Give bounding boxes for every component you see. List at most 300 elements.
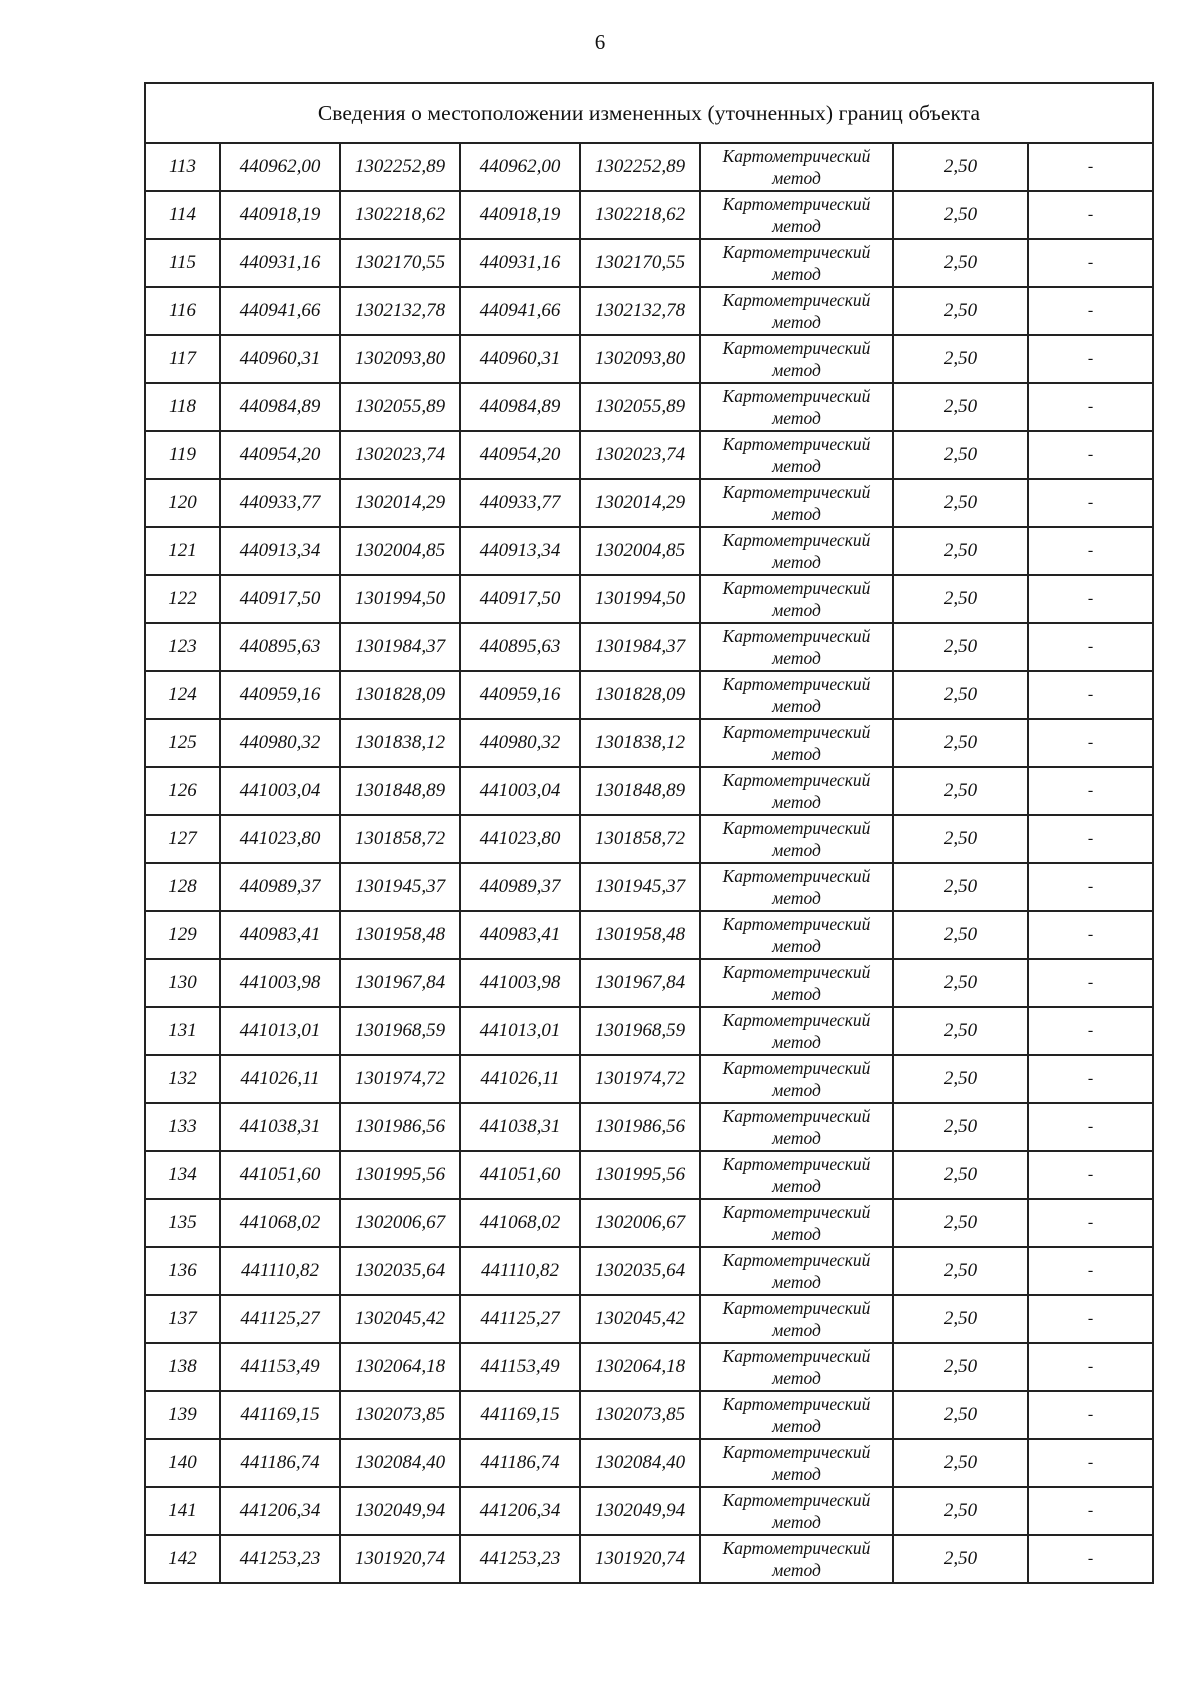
method-line2: метод xyxy=(772,648,821,668)
y-existing-cell: 1302132,78 xyxy=(340,287,460,335)
x-existing-cell: 441110,82 xyxy=(220,1247,340,1295)
method-cell xyxy=(700,1151,893,1199)
page-number: 6 xyxy=(594,30,606,54)
point-number-cell: 124 xyxy=(145,671,220,719)
table-row xyxy=(145,143,1153,191)
x-existing-cell: 440917,50 xyxy=(220,575,340,623)
y-existing-cell: 1302064,18 xyxy=(340,1343,460,1391)
y-existing-cell: 1302035,64 xyxy=(340,1247,460,1295)
x-existing-cell: 441026,11 xyxy=(220,1055,340,1103)
method-cell xyxy=(700,671,893,719)
x-new-cell: 440913,34 xyxy=(460,527,580,575)
method-line1: Картометрический xyxy=(722,338,871,358)
method-line2: метод xyxy=(772,840,821,860)
table-row xyxy=(145,383,1153,431)
x-existing-cell: 441013,01 xyxy=(220,1007,340,1055)
x-existing-cell: 440989,37 xyxy=(220,863,340,911)
method-line1: Картометрический xyxy=(722,1250,871,1270)
x-existing-cell: 440933,77 xyxy=(220,479,340,527)
table-row xyxy=(145,959,1153,1007)
accuracy-cell: 2,50 xyxy=(893,1055,1028,1103)
y-new-cell: 1302073,85 xyxy=(580,1391,700,1439)
y-existing-cell: 1301958,48 xyxy=(340,911,460,959)
x-existing-cell: 440980,32 xyxy=(220,719,340,767)
description-cell: - xyxy=(1028,719,1153,767)
point-number-cell: 127 xyxy=(145,815,220,863)
x-existing-cell: 440983,41 xyxy=(220,911,340,959)
x-existing-cell: 441206,34 xyxy=(220,1487,340,1535)
y-existing-cell: 1302045,42 xyxy=(340,1295,460,1343)
accuracy-cell: 2,50 xyxy=(893,815,1028,863)
x-new-cell: 441169,15 xyxy=(460,1391,580,1439)
table-row xyxy=(145,719,1153,767)
y-existing-cell: 1302004,85 xyxy=(340,527,460,575)
y-existing-cell: 1302073,85 xyxy=(340,1391,460,1439)
x-existing-cell: 440962,00 xyxy=(220,143,340,191)
x-new-cell: 440931,16 xyxy=(460,239,580,287)
table-row xyxy=(145,287,1153,335)
table-title: Сведения о местоположении измененных (уточненных) границ объекта xyxy=(145,83,1153,143)
x-existing-cell: 440954,20 xyxy=(220,431,340,479)
point-number-cell: 114 xyxy=(145,191,220,239)
point-number-cell: 126 xyxy=(145,767,220,815)
x-existing-cell: 440984,89 xyxy=(220,383,340,431)
method-line2: метод xyxy=(772,1224,821,1244)
method-line1: Картометрический xyxy=(722,1538,871,1558)
y-existing-cell: 1301974,72 xyxy=(340,1055,460,1103)
y-new-cell: 1302093,80 xyxy=(580,335,700,383)
table-row xyxy=(145,1199,1153,1247)
table-row xyxy=(145,1247,1153,1295)
table-body xyxy=(145,83,1153,1583)
x-existing-cell: 441038,31 xyxy=(220,1103,340,1151)
accuracy-cell: 2,50 xyxy=(893,431,1028,479)
point-number-cell: 135 xyxy=(145,1199,220,1247)
accuracy-cell: 2,50 xyxy=(893,959,1028,1007)
description-cell: - xyxy=(1028,623,1153,671)
x-new-cell: 441125,27 xyxy=(460,1295,580,1343)
description-cell: - xyxy=(1028,479,1153,527)
x-new-cell: 441110,82 xyxy=(460,1247,580,1295)
table-title-row xyxy=(145,83,1153,143)
y-new-cell: 1301945,37 xyxy=(580,863,700,911)
point-number-cell: 120 xyxy=(145,479,220,527)
x-new-cell: 440960,31 xyxy=(460,335,580,383)
point-number-cell: 142 xyxy=(145,1535,220,1583)
table-row xyxy=(145,1007,1153,1055)
y-existing-cell: 1301920,74 xyxy=(340,1535,460,1583)
method-line1: Картометрический xyxy=(722,1154,871,1174)
description-cell: - xyxy=(1028,815,1153,863)
y-new-cell: 1301848,89 xyxy=(580,767,700,815)
method-line1: Картометрический xyxy=(722,1346,871,1366)
x-existing-cell: 440959,16 xyxy=(220,671,340,719)
method-line1: Картометрический xyxy=(722,530,871,550)
boundary-coordinates-table xyxy=(144,82,1154,1584)
point-number-cell: 113 xyxy=(145,143,220,191)
method-line2: метод xyxy=(772,1128,821,1148)
y-new-cell: 1302132,78 xyxy=(580,287,700,335)
method-cell xyxy=(700,527,893,575)
description-cell: - xyxy=(1028,911,1153,959)
method-line2: метод xyxy=(772,1416,821,1436)
point-number-cell: 122 xyxy=(145,575,220,623)
description-cell: - xyxy=(1028,1343,1153,1391)
method-line2: метод xyxy=(772,600,821,620)
table-row xyxy=(145,335,1153,383)
method-cell xyxy=(700,959,893,1007)
y-new-cell: 1301858,72 xyxy=(580,815,700,863)
y-new-cell: 1302006,67 xyxy=(580,1199,700,1247)
description-cell: - xyxy=(1028,1199,1153,1247)
method-line2: метод xyxy=(772,264,821,284)
method-line1: Картометрический xyxy=(722,1394,871,1414)
method-cell xyxy=(700,1535,893,1583)
method-line1: Картометрический xyxy=(722,434,871,454)
table-row xyxy=(145,767,1153,815)
description-cell: - xyxy=(1028,1439,1153,1487)
description-cell: - xyxy=(1028,1103,1153,1151)
accuracy-cell: 2,50 xyxy=(893,767,1028,815)
description-cell: - xyxy=(1028,575,1153,623)
accuracy-cell: 2,50 xyxy=(893,1247,1028,1295)
method-cell xyxy=(700,719,893,767)
x-existing-cell: 441023,80 xyxy=(220,815,340,863)
method-line2: метод xyxy=(772,1368,821,1388)
y-new-cell: 1302170,55 xyxy=(580,239,700,287)
table-row xyxy=(145,1535,1153,1583)
x-existing-cell: 441125,27 xyxy=(220,1295,340,1343)
method-cell xyxy=(700,431,893,479)
method-line1: Картометрический xyxy=(722,626,871,646)
accuracy-cell: 2,50 xyxy=(893,383,1028,431)
y-existing-cell: 1302006,67 xyxy=(340,1199,460,1247)
y-existing-cell: 1301848,89 xyxy=(340,767,460,815)
description-cell: - xyxy=(1028,191,1153,239)
method-cell xyxy=(700,1199,893,1247)
x-new-cell: 440980,32 xyxy=(460,719,580,767)
method-line2: метод xyxy=(772,1080,821,1100)
method-cell xyxy=(700,335,893,383)
y-new-cell: 1302055,89 xyxy=(580,383,700,431)
accuracy-cell: 2,50 xyxy=(893,191,1028,239)
x-new-cell: 440941,66 xyxy=(460,287,580,335)
point-number-cell: 139 xyxy=(145,1391,220,1439)
method-cell xyxy=(700,383,893,431)
x-existing-cell: 440918,19 xyxy=(220,191,340,239)
x-existing-cell: 441153,49 xyxy=(220,1343,340,1391)
method-line1: Картометрический xyxy=(722,578,871,598)
x-existing-cell: 440941,66 xyxy=(220,287,340,335)
x-new-cell: 441003,98 xyxy=(460,959,580,1007)
method-line2: метод xyxy=(772,936,821,956)
table-row xyxy=(145,1295,1153,1343)
y-existing-cell: 1302023,74 xyxy=(340,431,460,479)
method-line1: Картометрический xyxy=(722,242,871,262)
y-new-cell: 1302064,18 xyxy=(580,1343,700,1391)
method-line1: Картометрический xyxy=(722,1202,871,1222)
point-number-cell: 123 xyxy=(145,623,220,671)
description-cell: - xyxy=(1028,671,1153,719)
x-existing-cell: 441253,23 xyxy=(220,1535,340,1583)
x-existing-cell: 440931,16 xyxy=(220,239,340,287)
method-line2: метод xyxy=(772,888,821,908)
x-existing-cell: 440895,63 xyxy=(220,623,340,671)
table-row xyxy=(145,815,1153,863)
method-cell xyxy=(700,1247,893,1295)
y-new-cell: 1302218,62 xyxy=(580,191,700,239)
method-line2: метод xyxy=(772,1512,821,1532)
method-cell xyxy=(700,1055,893,1103)
method-line1: Картометрический xyxy=(722,1442,871,1462)
point-number-cell: 137 xyxy=(145,1295,220,1343)
method-line2: метод xyxy=(772,408,821,428)
y-new-cell: 1301984,37 xyxy=(580,623,700,671)
method-line1: Картометрический xyxy=(722,1058,871,1078)
method-line1: Картометрический xyxy=(722,674,871,694)
point-number-cell: 117 xyxy=(145,335,220,383)
method-cell xyxy=(700,815,893,863)
point-number-cell: 134 xyxy=(145,1151,220,1199)
y-new-cell: 1301974,72 xyxy=(580,1055,700,1103)
y-existing-cell: 1302093,80 xyxy=(340,335,460,383)
y-new-cell: 1302023,74 xyxy=(580,431,700,479)
table-row xyxy=(145,1151,1153,1199)
description-cell: - xyxy=(1028,383,1153,431)
point-number-cell: 132 xyxy=(145,1055,220,1103)
method-line1: Картометрический xyxy=(722,1298,871,1318)
x-new-cell: 440895,63 xyxy=(460,623,580,671)
description-cell: - xyxy=(1028,1295,1153,1343)
x-new-cell: 440984,89 xyxy=(460,383,580,431)
y-existing-cell: 1301858,72 xyxy=(340,815,460,863)
x-new-cell: 441023,80 xyxy=(460,815,580,863)
x-new-cell: 441186,74 xyxy=(460,1439,580,1487)
y-existing-cell: 1301945,37 xyxy=(340,863,460,911)
method-cell xyxy=(700,143,893,191)
accuracy-cell: 2,50 xyxy=(893,335,1028,383)
table-row xyxy=(145,1103,1153,1151)
accuracy-cell: 2,50 xyxy=(893,1199,1028,1247)
method-line2: метод xyxy=(772,504,821,524)
accuracy-cell: 2,50 xyxy=(893,719,1028,767)
x-new-cell: 440918,19 xyxy=(460,191,580,239)
y-existing-cell: 1302055,89 xyxy=(340,383,460,431)
table-row xyxy=(145,863,1153,911)
y-existing-cell: 1301984,37 xyxy=(340,623,460,671)
y-new-cell: 1302045,42 xyxy=(580,1295,700,1343)
method-line2: метод xyxy=(772,168,821,188)
accuracy-cell: 2,50 xyxy=(893,911,1028,959)
method-cell xyxy=(700,1343,893,1391)
x-new-cell: 441013,01 xyxy=(460,1007,580,1055)
y-new-cell: 1302252,89 xyxy=(580,143,700,191)
description-cell: - xyxy=(1028,1007,1153,1055)
accuracy-cell: 2,50 xyxy=(893,623,1028,671)
y-new-cell: 1301920,74 xyxy=(580,1535,700,1583)
description-cell: - xyxy=(1028,767,1153,815)
method-line2: метод xyxy=(772,312,821,332)
method-cell xyxy=(700,479,893,527)
y-new-cell: 1301995,56 xyxy=(580,1151,700,1199)
accuracy-cell: 2,50 xyxy=(893,1343,1028,1391)
table-row xyxy=(145,431,1153,479)
x-existing-cell: 441186,74 xyxy=(220,1439,340,1487)
description-cell: - xyxy=(1028,1151,1153,1199)
method-line1: Картометрический xyxy=(722,962,871,982)
description-cell: - xyxy=(1028,1391,1153,1439)
point-number-cell: 128 xyxy=(145,863,220,911)
x-new-cell: 440933,77 xyxy=(460,479,580,527)
method-line2: метод xyxy=(772,1176,821,1196)
x-new-cell: 440962,00 xyxy=(460,143,580,191)
table-row xyxy=(145,191,1153,239)
method-line2: метод xyxy=(772,696,821,716)
method-cell xyxy=(700,863,893,911)
method-line1: Картометрический xyxy=(722,482,871,502)
table-row xyxy=(145,911,1153,959)
point-number-cell: 118 xyxy=(145,383,220,431)
accuracy-cell: 2,50 xyxy=(893,1487,1028,1535)
y-new-cell: 1301986,56 xyxy=(580,1103,700,1151)
table-row xyxy=(145,479,1153,527)
x-new-cell: 441253,23 xyxy=(460,1535,580,1583)
table-row xyxy=(145,623,1153,671)
method-line1: Картометрический xyxy=(722,1490,871,1510)
method-cell xyxy=(700,287,893,335)
accuracy-cell: 2,50 xyxy=(893,527,1028,575)
point-number-cell: 116 xyxy=(145,287,220,335)
accuracy-cell: 2,50 xyxy=(893,479,1028,527)
description-cell: - xyxy=(1028,959,1153,1007)
x-existing-cell: 440960,31 xyxy=(220,335,340,383)
method-cell xyxy=(700,1391,893,1439)
method-line2: метод xyxy=(772,1272,821,1292)
method-line1: Картометрический xyxy=(722,914,871,934)
table-row xyxy=(145,239,1153,287)
description-cell: - xyxy=(1028,527,1153,575)
method-cell xyxy=(700,911,893,959)
point-number-cell: 119 xyxy=(145,431,220,479)
method-line1: Картометрический xyxy=(722,1010,871,1030)
x-existing-cell: 440913,34 xyxy=(220,527,340,575)
method-cell xyxy=(700,623,893,671)
method-cell xyxy=(700,1007,893,1055)
method-line2: метод xyxy=(772,1320,821,1340)
y-new-cell: 1302004,85 xyxy=(580,527,700,575)
method-cell xyxy=(700,239,893,287)
y-new-cell: 1302084,40 xyxy=(580,1439,700,1487)
method-cell xyxy=(700,191,893,239)
accuracy-cell: 2,50 xyxy=(893,1103,1028,1151)
method-line2: метод xyxy=(772,1560,821,1580)
x-new-cell: 440959,16 xyxy=(460,671,580,719)
method-line1: Картометрический xyxy=(722,146,871,166)
description-cell: - xyxy=(1028,863,1153,911)
method-line2: метод xyxy=(772,792,821,812)
x-new-cell: 441206,34 xyxy=(460,1487,580,1535)
method-cell xyxy=(700,575,893,623)
accuracy-cell: 2,50 xyxy=(893,1439,1028,1487)
y-existing-cell: 1301828,09 xyxy=(340,671,460,719)
method-line1: Картометрический xyxy=(722,1106,871,1126)
y-new-cell: 1301828,09 xyxy=(580,671,700,719)
y-existing-cell: 1302252,89 xyxy=(340,143,460,191)
description-cell: - xyxy=(1028,143,1153,191)
y-existing-cell: 1301967,84 xyxy=(340,959,460,1007)
method-cell xyxy=(700,1487,893,1535)
description-cell: - xyxy=(1028,1247,1153,1295)
point-number-cell: 133 xyxy=(145,1103,220,1151)
method-line2: метод xyxy=(772,1464,821,1484)
y-existing-cell: 1302014,29 xyxy=(340,479,460,527)
method-line1: Картометрический xyxy=(722,722,871,742)
x-new-cell: 441003,04 xyxy=(460,767,580,815)
method-line2: метод xyxy=(772,456,821,476)
accuracy-cell: 2,50 xyxy=(893,287,1028,335)
method-line2: метод xyxy=(772,216,821,236)
description-cell: - xyxy=(1028,431,1153,479)
y-new-cell: 1301994,50 xyxy=(580,575,700,623)
x-new-cell: 441026,11 xyxy=(460,1055,580,1103)
x-new-cell: 441068,02 xyxy=(460,1199,580,1247)
y-existing-cell: 1301838,12 xyxy=(340,719,460,767)
description-cell: - xyxy=(1028,1487,1153,1535)
table-row xyxy=(145,671,1153,719)
y-existing-cell: 1302049,94 xyxy=(340,1487,460,1535)
accuracy-cell: 2,50 xyxy=(893,1391,1028,1439)
table-row xyxy=(145,1439,1153,1487)
y-existing-cell: 1302170,55 xyxy=(340,239,460,287)
accuracy-cell: 2,50 xyxy=(893,1007,1028,1055)
x-new-cell: 440917,50 xyxy=(460,575,580,623)
point-number-cell: 129 xyxy=(145,911,220,959)
method-line1: Картометрический xyxy=(722,290,871,310)
y-existing-cell: 1302084,40 xyxy=(340,1439,460,1487)
table-row xyxy=(145,1391,1153,1439)
point-number-cell: 136 xyxy=(145,1247,220,1295)
point-number-cell: 141 xyxy=(145,1487,220,1535)
point-number-cell: 140 xyxy=(145,1439,220,1487)
point-number-cell: 115 xyxy=(145,239,220,287)
y-new-cell: 1301967,84 xyxy=(580,959,700,1007)
x-new-cell: 440983,41 xyxy=(460,911,580,959)
x-new-cell: 440954,20 xyxy=(460,431,580,479)
accuracy-cell: 2,50 xyxy=(893,1295,1028,1343)
method-cell xyxy=(700,1295,893,1343)
x-new-cell: 440989,37 xyxy=(460,863,580,911)
y-new-cell: 1302014,29 xyxy=(580,479,700,527)
method-line2: метод xyxy=(772,1032,821,1052)
method-line1: Картометрический xyxy=(722,194,871,214)
x-existing-cell: 441068,02 xyxy=(220,1199,340,1247)
y-new-cell: 1302035,64 xyxy=(580,1247,700,1295)
y-existing-cell: 1301994,50 xyxy=(340,575,460,623)
x-existing-cell: 441169,15 xyxy=(220,1391,340,1439)
method-line2: метод xyxy=(772,360,821,380)
method-line2: метод xyxy=(772,744,821,764)
method-cell xyxy=(700,1103,893,1151)
description-cell: - xyxy=(1028,287,1153,335)
description-cell: - xyxy=(1028,1535,1153,1583)
point-number-cell: 131 xyxy=(145,1007,220,1055)
table-row xyxy=(145,1487,1153,1535)
method-line1: Картометрический xyxy=(722,818,871,838)
x-existing-cell: 441003,98 xyxy=(220,959,340,1007)
accuracy-cell: 2,50 xyxy=(893,1535,1028,1583)
table-row xyxy=(145,1055,1153,1103)
table-row xyxy=(145,575,1153,623)
